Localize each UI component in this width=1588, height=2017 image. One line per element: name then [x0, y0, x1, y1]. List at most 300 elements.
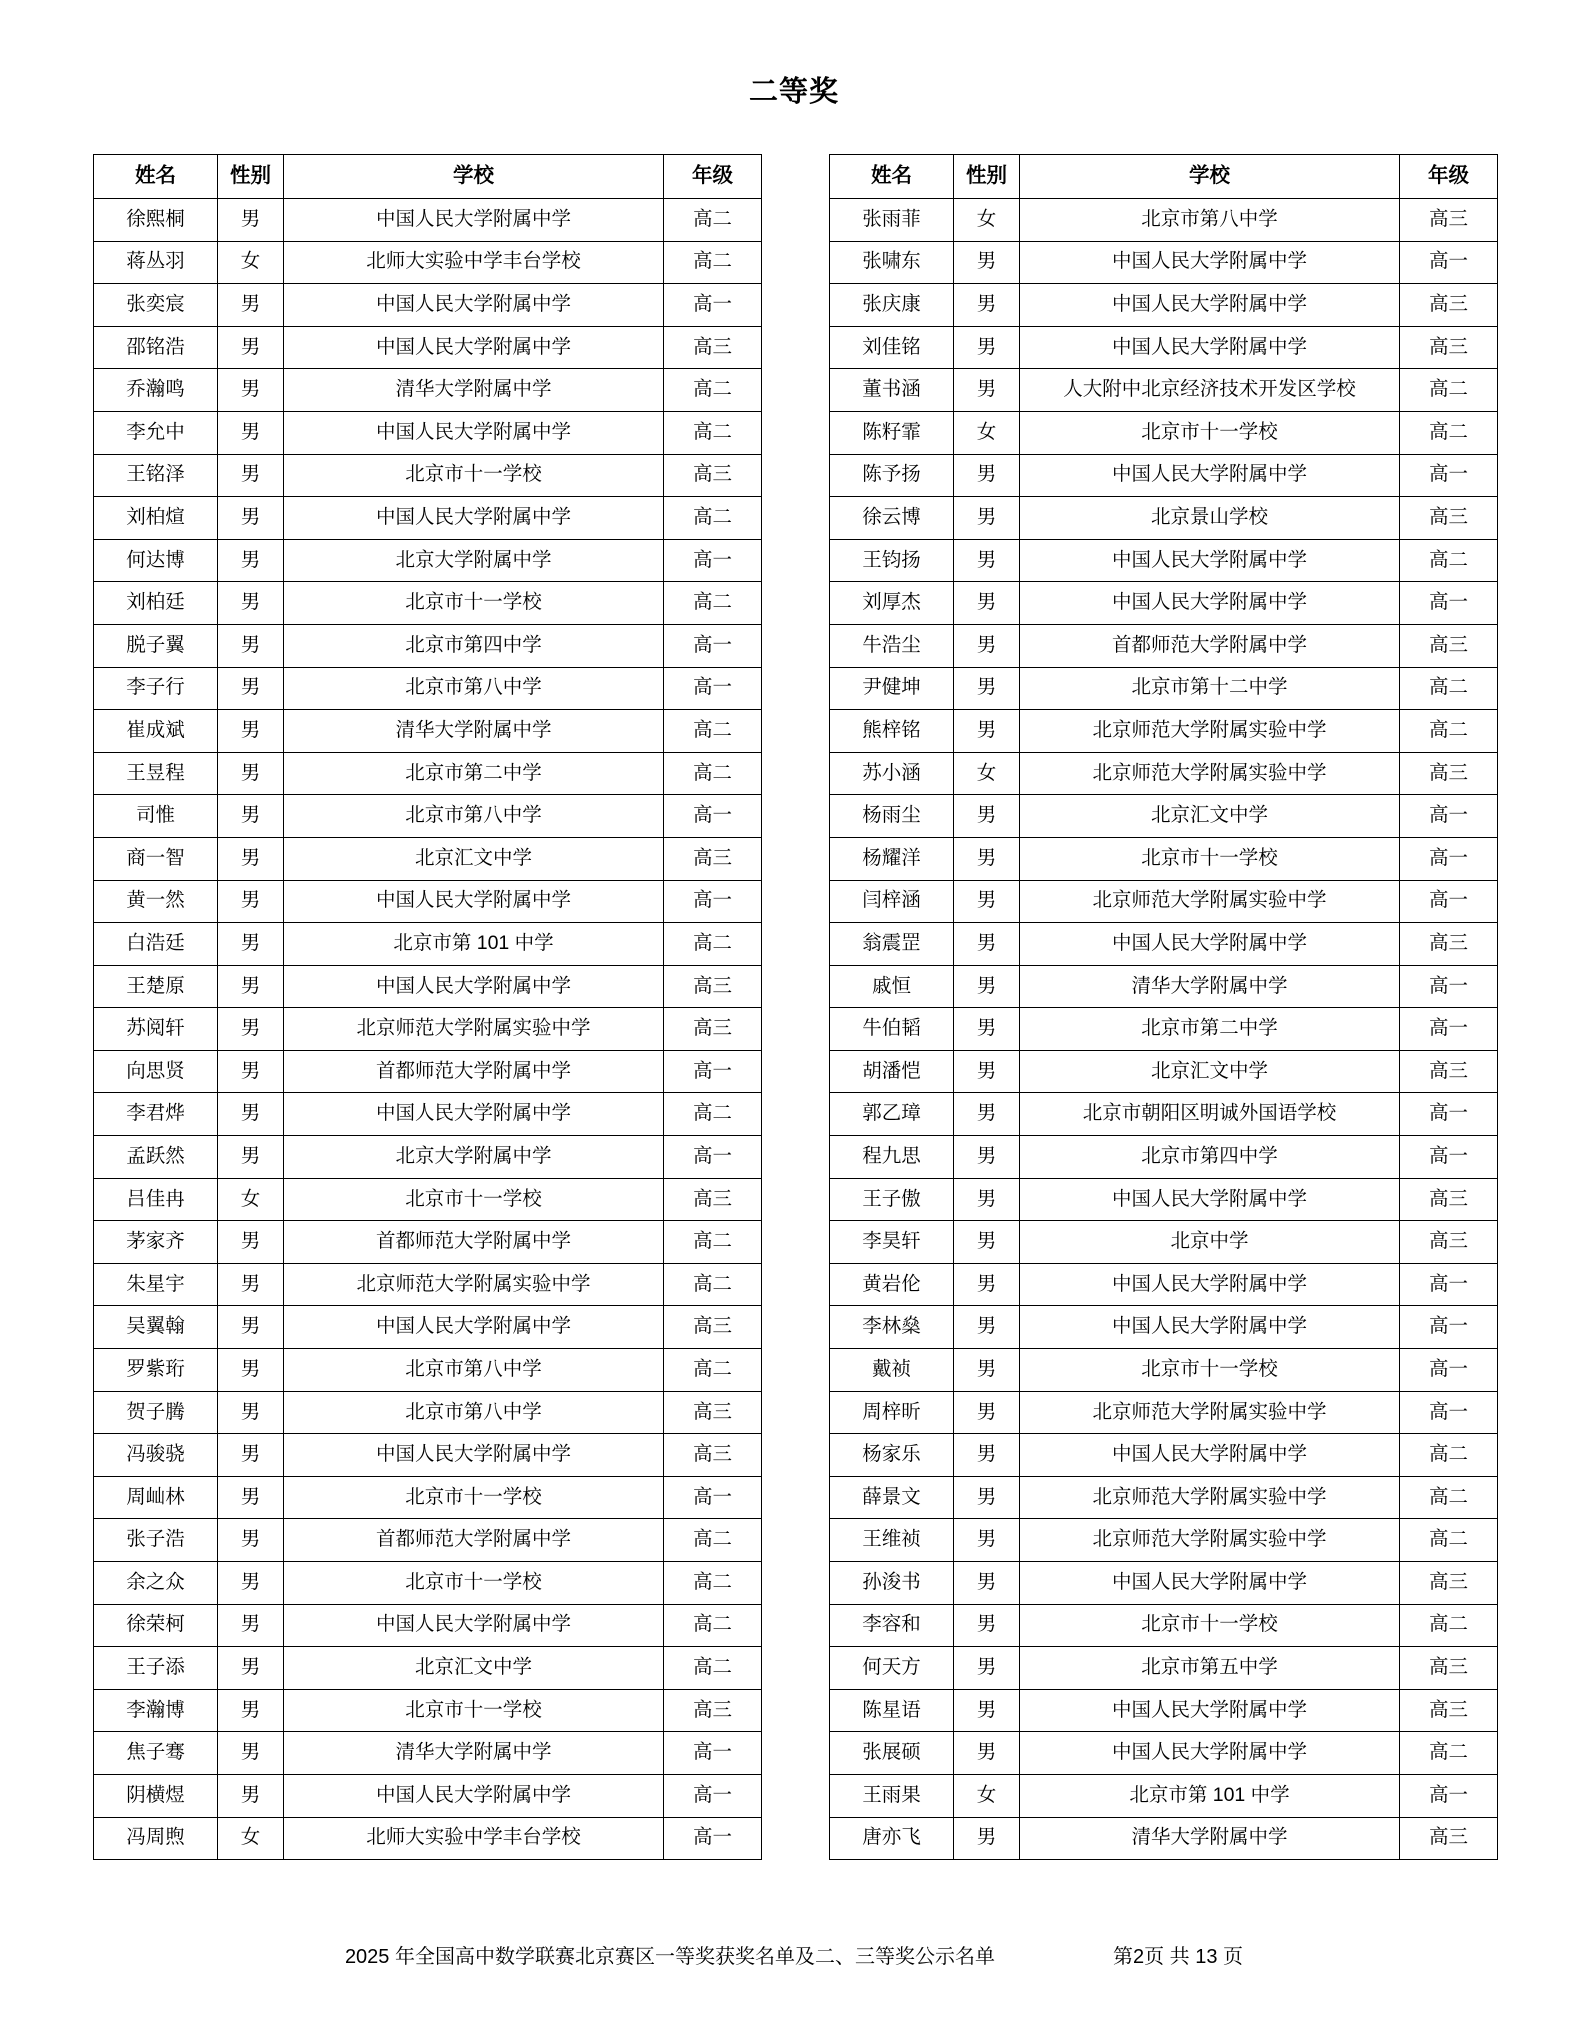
cell-name: 唐亦飞 — [830, 1817, 954, 1860]
cell-grade: 高二 — [664, 411, 762, 454]
cell-school: 清华大学附属中学 — [1020, 965, 1400, 1008]
cell-name: 阴横煜 — [94, 1774, 218, 1817]
cell-grade: 高二 — [664, 1093, 762, 1136]
cell-gender: 男 — [218, 880, 284, 923]
table-row — [94, 369, 762, 412]
cell-school: 清华大学附属中学 — [1020, 1817, 1400, 1860]
cell-name: 徐云博 — [830, 497, 954, 540]
cell-grade: 高二 — [664, 1647, 762, 1690]
cell-gender: 男 — [954, 1562, 1020, 1605]
table-row — [830, 1774, 1498, 1817]
cell-name: 冯周煦 — [94, 1817, 218, 1860]
footer-page-number: 第2页 共 13 页 — [1113, 1946, 1244, 1968]
cell-name: 徐熙桐 — [94, 199, 218, 242]
cell-gender: 男 — [954, 1732, 1020, 1775]
cell-name: 孟跃然 — [94, 1136, 218, 1179]
column-header-gender: 性别 — [218, 155, 284, 199]
footer-note: 2025 年全国高中数学联赛北京赛区一等奖获奖名单及二、三等奖公示名单 — [344, 1946, 995, 1968]
cell-name: 苏阅轩 — [94, 1008, 218, 1051]
table-row — [94, 241, 762, 284]
cell-school: 清华大学附属中学 — [284, 710, 664, 753]
cell-name: 李林燊 — [830, 1306, 954, 1349]
cell-name: 李昊轩 — [830, 1221, 954, 1264]
table-row — [94, 880, 762, 923]
cell-grade: 高一 — [664, 667, 762, 710]
cell-grade: 高二 — [664, 923, 762, 966]
table-row — [94, 1647, 762, 1690]
cell-grade: 高一 — [1400, 880, 1498, 923]
cell-gender: 男 — [218, 1562, 284, 1605]
cell-school: 北京市第二中学 — [284, 752, 664, 795]
cell-name: 白浩廷 — [94, 923, 218, 966]
cell-gender: 女 — [218, 1817, 284, 1860]
cell-grade: 高一 — [1400, 965, 1498, 1008]
cell-name: 杨雨尘 — [830, 795, 954, 838]
table-row — [830, 667, 1498, 710]
cell-gender: 男 — [954, 1604, 1020, 1647]
cell-school: 中国人民大学附属中学 — [1020, 241, 1400, 284]
table-row — [830, 497, 1498, 540]
cell-name: 陈予扬 — [830, 454, 954, 497]
table-row — [830, 454, 1498, 497]
cell-name: 陈星语 — [830, 1689, 954, 1732]
cell-school: 中国人民大学附属中学 — [284, 1774, 664, 1817]
table-row — [94, 1774, 762, 1817]
table-row — [830, 1349, 1498, 1392]
table-row — [94, 710, 762, 753]
table-row — [94, 1689, 762, 1732]
table-row — [94, 199, 762, 242]
cell-school: 北京师范大学附属实验中学 — [284, 1263, 664, 1306]
cell-grade: 高一 — [664, 624, 762, 667]
cell-grade: 高三 — [1400, 326, 1498, 369]
cell-school: 北京市十一学校 — [284, 582, 664, 625]
cell-name: 脱子翼 — [94, 624, 218, 667]
table-row — [830, 1732, 1498, 1775]
cell-school: 北京市第 101 中学 — [284, 923, 664, 966]
cell-name: 张奕宸 — [94, 284, 218, 327]
cell-name: 向思贤 — [94, 1050, 218, 1093]
cell-gender: 男 — [954, 880, 1020, 923]
cell-name: 苏小涵 — [830, 752, 954, 795]
cell-gender: 男 — [954, 667, 1020, 710]
cell-name: 陈籽霏 — [830, 411, 954, 454]
cell-school: 清华大学附属中学 — [284, 369, 664, 412]
cell-school: 北京市第八中学 — [284, 1391, 664, 1434]
cell-school: 北京市十一学校 — [1020, 411, 1400, 454]
cell-grade: 高二 — [664, 752, 762, 795]
cell-name: 何天方 — [830, 1647, 954, 1690]
cell-name: 戴祯 — [830, 1349, 954, 1392]
cell-gender: 男 — [954, 1221, 1020, 1264]
award-tables-container — [0, 154, 1588, 1860]
cell-school: 首都师范大学附属中学 — [284, 1221, 664, 1264]
cell-grade: 高三 — [1400, 752, 1498, 795]
cell-grade: 高二 — [664, 199, 762, 242]
cell-school: 北京市十一学校 — [284, 1689, 664, 1732]
cell-gender: 男 — [954, 454, 1020, 497]
column-header-school: 学校 — [1020, 155, 1400, 199]
cell-school: 中国人民大学附属中学 — [284, 1604, 664, 1647]
page-footer — [0, 1940, 1588, 1969]
table-row — [830, 1689, 1498, 1732]
table-row — [830, 1604, 1498, 1647]
cell-school: 首都师范大学附属中学 — [1020, 624, 1400, 667]
table-row — [830, 1050, 1498, 1093]
table-row — [830, 1093, 1498, 1136]
cell-grade: 高三 — [664, 454, 762, 497]
cell-gender: 男 — [218, 1774, 284, 1817]
cell-school: 北京师范大学附属实验中学 — [1020, 880, 1400, 923]
cell-gender: 男 — [954, 1050, 1020, 1093]
cell-school: 北京大学附属中学 — [284, 1136, 664, 1179]
cell-name: 蒋丛羽 — [94, 241, 218, 284]
cell-grade: 高三 — [1400, 1647, 1498, 1690]
cell-name: 李子行 — [94, 667, 218, 710]
cell-name: 周屾林 — [94, 1476, 218, 1519]
cell-school: 北京师范大学附属实验中学 — [284, 1008, 664, 1051]
cell-grade: 高一 — [1400, 1263, 1498, 1306]
cell-grade: 高一 — [664, 1136, 762, 1179]
cell-name: 王昱程 — [94, 752, 218, 795]
cell-school: 中国人民大学附属中学 — [1020, 1434, 1400, 1477]
table-row — [830, 1221, 1498, 1264]
cell-grade: 高二 — [664, 1562, 762, 1605]
cell-school: 北京市第八中学 — [284, 1349, 664, 1392]
cell-grade: 高一 — [1400, 1136, 1498, 1179]
cell-name: 杨家乐 — [830, 1434, 954, 1477]
cell-grade: 高二 — [664, 710, 762, 753]
cell-gender: 男 — [218, 369, 284, 412]
table-row — [830, 199, 1498, 242]
cell-grade: 高三 — [1400, 497, 1498, 540]
cell-school: 中国人民大学附属中学 — [284, 880, 664, 923]
cell-grade: 高二 — [1400, 1604, 1498, 1647]
cell-name: 孙浚书 — [830, 1562, 954, 1605]
cell-gender: 男 — [954, 923, 1020, 966]
cell-grade: 高三 — [664, 1008, 762, 1051]
cell-name: 贺子腾 — [94, 1391, 218, 1434]
cell-gender: 男 — [954, 1434, 1020, 1477]
cell-school: 北京市第十二中学 — [1020, 667, 1400, 710]
table-row — [830, 837, 1498, 880]
cell-grade: 高三 — [1400, 1562, 1498, 1605]
table-row — [94, 667, 762, 710]
cell-school: 中国人民大学附属中学 — [284, 1093, 664, 1136]
cell-gender: 男 — [954, 1817, 1020, 1860]
table-row — [94, 497, 762, 540]
cell-gender: 男 — [954, 241, 1020, 284]
cell-school: 北京中学 — [1020, 1221, 1400, 1264]
cell-grade: 高二 — [1400, 667, 1498, 710]
page-title: 二等奖 — [748, 76, 839, 108]
table-row — [94, 624, 762, 667]
cell-school: 首都师范大学附属中学 — [284, 1519, 664, 1562]
cell-gender: 男 — [218, 539, 284, 582]
cell-school: 中国人民大学附属中学 — [1020, 923, 1400, 966]
cell-name: 王雨果 — [830, 1774, 954, 1817]
table-row — [94, 1476, 762, 1519]
cell-school: 北京景山学校 — [1020, 497, 1400, 540]
cell-grade: 高三 — [664, 1689, 762, 1732]
cell-grade: 高二 — [1400, 1732, 1498, 1775]
cell-grade: 高三 — [1400, 1817, 1498, 1860]
cell-gender: 男 — [954, 1178, 1020, 1221]
cell-gender: 男 — [954, 1306, 1020, 1349]
table-row — [94, 1050, 762, 1093]
cell-grade: 高二 — [1400, 1519, 1498, 1562]
cell-gender: 男 — [218, 1391, 284, 1434]
cell-school: 北京市第四中学 — [284, 624, 664, 667]
table-row — [94, 539, 762, 582]
cell-school: 北京汇文中学 — [1020, 795, 1400, 838]
cell-name: 何达博 — [94, 539, 218, 582]
cell-grade: 高一 — [664, 1817, 762, 1860]
cell-school: 中国人民大学附属中学 — [284, 199, 664, 242]
table-row — [94, 326, 762, 369]
cell-gender: 男 — [218, 837, 284, 880]
cell-grade: 高三 — [664, 1434, 762, 1477]
cell-school: 北京市第八中学 — [284, 667, 664, 710]
table-row — [830, 326, 1498, 369]
cell-name: 冯骏骁 — [94, 1434, 218, 1477]
cell-grade: 高一 — [664, 1732, 762, 1775]
cell-name: 乔瀚鸣 — [94, 369, 218, 412]
cell-school: 北京大学附属中学 — [284, 539, 664, 582]
table-row — [830, 284, 1498, 327]
table-row — [830, 795, 1498, 838]
table-row — [830, 369, 1498, 412]
cell-grade: 高三 — [1400, 1221, 1498, 1264]
cell-name: 邵铭浩 — [94, 326, 218, 369]
cell-name: 李君烨 — [94, 1093, 218, 1136]
cell-grade: 高三 — [664, 965, 762, 1008]
cell-gender: 男 — [218, 1263, 284, 1306]
cell-gender: 男 — [218, 326, 284, 369]
cell-name: 郭乙璋 — [830, 1093, 954, 1136]
table-header-row — [94, 155, 762, 199]
cell-grade: 高一 — [664, 284, 762, 327]
cell-grade: 高二 — [1400, 1434, 1498, 1477]
cell-gender: 男 — [954, 1008, 1020, 1051]
cell-grade: 高三 — [1400, 1050, 1498, 1093]
cell-gender: 男 — [218, 284, 284, 327]
cell-grade: 高二 — [1400, 411, 1498, 454]
cell-grade: 高一 — [1400, 454, 1498, 497]
cell-gender: 男 — [218, 199, 284, 242]
award-table-right — [829, 154, 1498, 1860]
cell-gender: 男 — [954, 1391, 1020, 1434]
cell-grade: 高三 — [664, 326, 762, 369]
cell-school: 人大附中北京经济技术开发区学校 — [1020, 369, 1400, 412]
table-row — [830, 1306, 1498, 1349]
cell-name: 牛伯韬 — [830, 1008, 954, 1051]
table-row — [94, 1263, 762, 1306]
cell-school: 北京市第八中学 — [284, 795, 664, 838]
cell-name: 戚恒 — [830, 965, 954, 1008]
cell-school: 北京市十一学校 — [1020, 1349, 1400, 1392]
cell-school: 北京汇文中学 — [284, 1647, 664, 1690]
cell-gender: 男 — [218, 1093, 284, 1136]
table-row — [830, 582, 1498, 625]
cell-name: 张展硕 — [830, 1732, 954, 1775]
cell-name: 张子浩 — [94, 1519, 218, 1562]
cell-grade: 高三 — [1400, 1178, 1498, 1221]
cell-school: 北京市十一学校 — [1020, 837, 1400, 880]
cell-school: 中国人民大学附属中学 — [284, 965, 664, 1008]
cell-school: 中国人民大学附属中学 — [284, 497, 664, 540]
cell-school: 清华大学附属中学 — [284, 1732, 664, 1775]
cell-name: 罗紫珩 — [94, 1349, 218, 1392]
table-row — [94, 1221, 762, 1264]
cell-name: 李允中 — [94, 411, 218, 454]
cell-gender: 男 — [218, 1050, 284, 1093]
cell-grade: 高三 — [1400, 199, 1498, 242]
cell-grade: 高二 — [664, 1349, 762, 1392]
cell-gender: 男 — [218, 1604, 284, 1647]
cell-grade: 高三 — [664, 837, 762, 880]
cell-name: 胡潘恺 — [830, 1050, 954, 1093]
cell-school: 北师大实验中学丰台学校 — [284, 241, 664, 284]
table-row — [94, 284, 762, 327]
cell-grade: 高一 — [664, 795, 762, 838]
table-row — [830, 1008, 1498, 1051]
cell-school: 北京汇文中学 — [284, 837, 664, 880]
table-row — [94, 965, 762, 1008]
cell-school: 北京师范大学附属实验中学 — [1020, 1519, 1400, 1562]
cell-grade: 高二 — [664, 241, 762, 284]
column-header-grade: 年级 — [1400, 155, 1498, 199]
table-row — [94, 795, 762, 838]
cell-gender: 男 — [218, 454, 284, 497]
cell-gender: 男 — [218, 624, 284, 667]
cell-name: 黄岩伦 — [830, 1263, 954, 1306]
cell-grade: 高三 — [664, 1306, 762, 1349]
cell-school: 中国人民大学附属中学 — [1020, 284, 1400, 327]
cell-school: 中国人民大学附属中学 — [1020, 582, 1400, 625]
table-row — [830, 1476, 1498, 1519]
cell-school: 北京市第八中学 — [1020, 199, 1400, 242]
cell-gender: 女 — [954, 199, 1020, 242]
table-row — [94, 1519, 762, 1562]
cell-grade: 高三 — [1400, 284, 1498, 327]
table-row — [94, 1306, 762, 1349]
cell-grade: 高一 — [1400, 1008, 1498, 1051]
cell-gender: 男 — [954, 624, 1020, 667]
table-row — [830, 1178, 1498, 1221]
cell-gender: 女 — [954, 1774, 1020, 1817]
cell-gender: 男 — [954, 369, 1020, 412]
cell-school: 中国人民大学附属中学 — [284, 326, 664, 369]
table-row — [94, 1604, 762, 1647]
cell-name: 刘厚杰 — [830, 582, 954, 625]
cell-school: 北京师范大学附属实验中学 — [1020, 1476, 1400, 1519]
cell-gender: 男 — [954, 1263, 1020, 1306]
cell-name: 程九思 — [830, 1136, 954, 1179]
cell-grade: 高三 — [664, 1178, 762, 1221]
cell-grade: 高二 — [1400, 369, 1498, 412]
cell-gender: 男 — [954, 1349, 1020, 1392]
cell-gender: 男 — [954, 795, 1020, 838]
cell-grade: 高一 — [664, 1476, 762, 1519]
cell-gender: 男 — [954, 497, 1020, 540]
table-row — [830, 1434, 1498, 1477]
table-row — [830, 965, 1498, 1008]
cell-grade: 高三 — [1400, 923, 1498, 966]
cell-name: 王维祯 — [830, 1519, 954, 1562]
cell-gender: 男 — [218, 1519, 284, 1562]
table-row — [94, 1178, 762, 1221]
cell-grade: 高三 — [1400, 624, 1498, 667]
cell-grade: 高一 — [1400, 1093, 1498, 1136]
table-row — [830, 1817, 1498, 1860]
cell-school: 北京市十一学校 — [284, 1178, 664, 1221]
table-row — [830, 710, 1498, 753]
cell-gender: 女 — [954, 752, 1020, 795]
cell-name: 翁震罡 — [830, 923, 954, 966]
table-row — [94, 454, 762, 497]
cell-name: 王子添 — [94, 1647, 218, 1690]
cell-grade: 高一 — [664, 539, 762, 582]
cell-gender: 男 — [218, 965, 284, 1008]
cell-school: 北京汇文中学 — [1020, 1050, 1400, 1093]
cell-grade: 高三 — [1400, 1689, 1498, 1732]
cell-name: 黄一然 — [94, 880, 218, 923]
cell-grade: 高一 — [1400, 837, 1498, 880]
cell-gender: 男 — [954, 1093, 1020, 1136]
cell-school: 中国人民大学附属中学 — [284, 411, 664, 454]
cell-name: 崔成斌 — [94, 710, 218, 753]
cell-gender: 男 — [218, 1647, 284, 1690]
table-row — [94, 1817, 762, 1860]
cell-grade: 高一 — [1400, 1774, 1498, 1817]
table-row — [830, 1519, 1498, 1562]
cell-name: 王铭泽 — [94, 454, 218, 497]
cell-grade: 高一 — [664, 1774, 762, 1817]
cell-gender: 男 — [218, 582, 284, 625]
table-row — [830, 880, 1498, 923]
cell-school: 中国人民大学附属中学 — [1020, 1689, 1400, 1732]
table-row — [94, 1732, 762, 1775]
award-table-left-body — [94, 199, 762, 1860]
cell-school: 中国人民大学附属中学 — [284, 1306, 664, 1349]
cell-name: 周梓昕 — [830, 1391, 954, 1434]
cell-gender: 女 — [218, 241, 284, 284]
cell-gender: 男 — [954, 1647, 1020, 1690]
table-row — [830, 1391, 1498, 1434]
table-row — [830, 1647, 1498, 1690]
cell-school: 北京市十一学校 — [284, 1562, 664, 1605]
cell-grade: 高二 — [1400, 710, 1498, 753]
cell-gender: 男 — [954, 1136, 1020, 1179]
cell-gender: 男 — [218, 1689, 284, 1732]
cell-gender: 男 — [954, 710, 1020, 753]
cell-gender: 男 — [954, 326, 1020, 369]
cell-school: 北京师范大学附属实验中学 — [1020, 710, 1400, 753]
table-row — [830, 923, 1498, 966]
cell-gender: 男 — [218, 411, 284, 454]
cell-gender: 女 — [954, 411, 1020, 454]
table-row — [94, 752, 762, 795]
cell-school: 北师大实验中学丰台学校 — [284, 1817, 664, 1860]
table-row — [94, 1434, 762, 1477]
award-table-right-body — [830, 199, 1498, 1860]
cell-grade: 高一 — [664, 1050, 762, 1093]
cell-grade: 高三 — [664, 1391, 762, 1434]
cell-name: 吴翼翰 — [94, 1306, 218, 1349]
cell-school: 北京市十一学校 — [1020, 1604, 1400, 1647]
cell-name: 司惟 — [94, 795, 218, 838]
